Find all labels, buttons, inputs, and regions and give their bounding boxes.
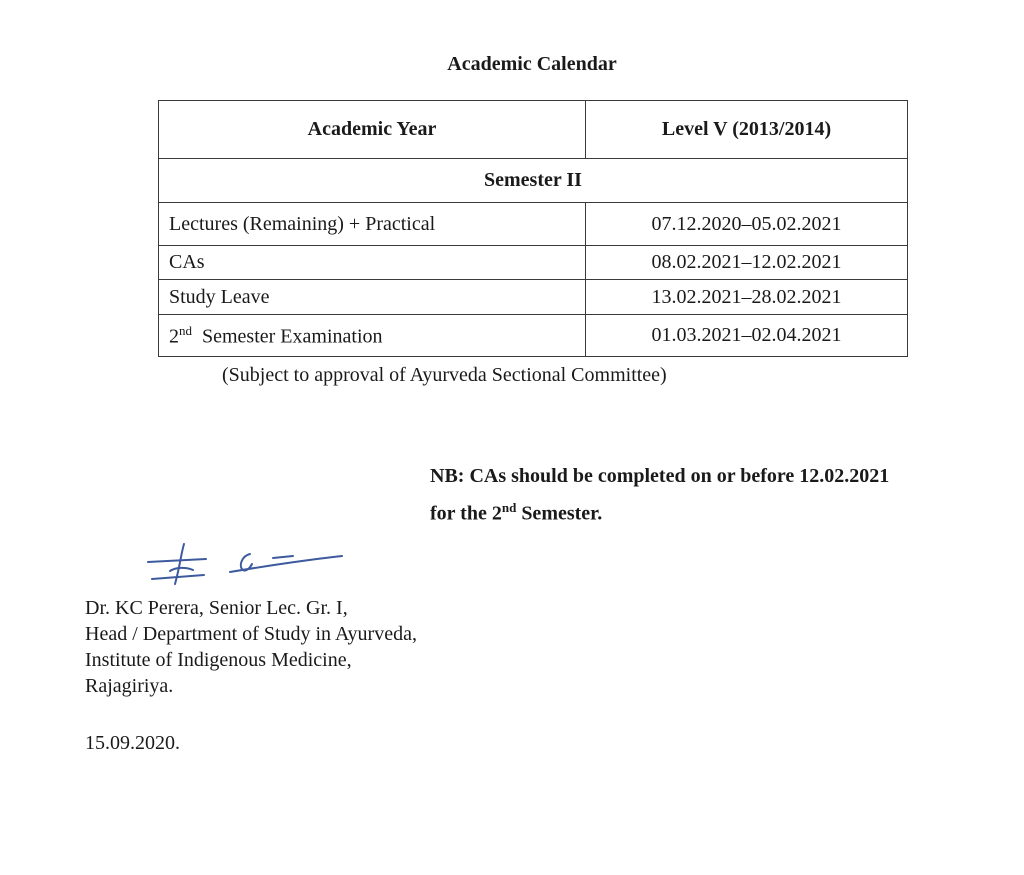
table-row [159,315,908,357]
activity-number: 2 [169,325,179,348]
table-row [159,203,908,246]
table-row [159,246,908,280]
dates-cell: 08.02.2021–12.02.2021 [586,246,908,280]
activity-text: Semester Examination [202,325,383,348]
semester-row [159,159,908,203]
activity-cell: Lectures (Remaining) + Practical [159,203,586,246]
signatory-location: Rajagiriya. [85,675,174,697]
activity-cell: Study Leave [159,280,586,315]
page-title: Academic Calendar [447,53,617,75]
signatory-institute: Institute of Indigenous Medicine, [85,649,352,671]
nb-line-2-prefix: for the 2 [430,502,502,525]
header-level: Level V (2013/2014) [586,101,908,159]
handwritten-signature [146,540,346,595]
signatory-block [85,595,417,699]
nb-line-2 [430,492,889,530]
document-date: 15.09.2020. [85,732,180,754]
academic-calendar-table [158,100,908,357]
nb-line-1: NB: CAs should be completed on or before 12.02.2021 [430,465,890,487]
approval-note: (Subject to approval of Ayurveda Sectional Committee) [222,364,667,386]
activity-ordinal-suffix: nd [179,322,192,338]
dates-cell: 01.03.2021–02.04.2021 [586,315,908,357]
nb-ordinal-suffix: nd [501,500,517,515]
semester-label: Semester II [159,159,908,203]
activity-cell [159,315,586,357]
header-academic-year: Academic Year [159,101,586,159]
table-row [159,280,908,315]
signatory-name: Dr. KC Perera, Senior Lec. Gr. I, [85,597,348,619]
dates-cell: 07.12.2020–05.02.2021 [586,203,908,246]
nb-note [430,460,889,530]
table-header-row [159,101,908,159]
signatory-department: Head / Department of Study in Ayurveda, [85,623,417,645]
nb-line-2-suffix: Semester. [521,502,603,525]
dates-cell: 13.02.2021–28.02.2021 [586,280,908,315]
activity-cell: CAs [159,246,586,280]
